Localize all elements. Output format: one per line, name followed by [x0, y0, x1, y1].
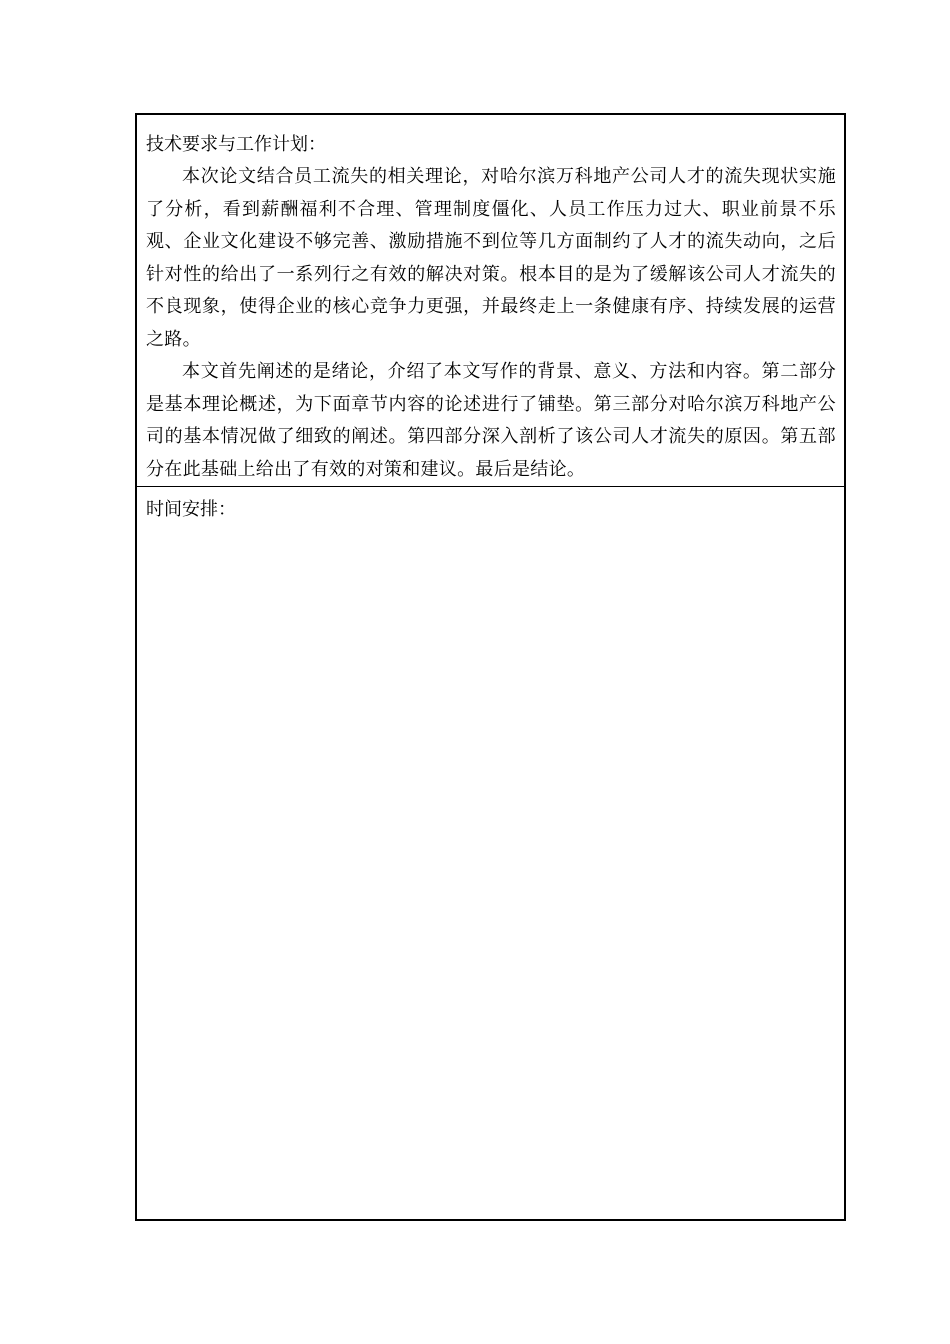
- schedule-heading: 时间安排：: [146, 499, 236, 520]
- requirements-paragraph-2: 本文首先阐述的是绪论，介绍了本文写作的背景、意义、方法和内容。第二部分是基本理论概述，为下面章节内容的论述进行了铺垫。第三部分对哈尔滨万科地产公司的基本情况做了细致的阐述。第四部分深入剖析了该公司人才流失的原因。第五部分在此基础上给出了有效的对策和建议。最后是结论。: [146, 361, 836, 480]
- requirements-section: [137, 115, 844, 487]
- form-table: [135, 113, 846, 1221]
- requirements-paragraph-1: 本次论文结合员工流失的相关理论，对哈尔滨万科地产公司人才的流失现状实施了分析，看到薪酬福利不合理、管理制度僵化、人员工作压力过大、职业前景不乐观、企业文化建设不够完善、激励措施不到位等几方面制约了人才的流失动向，之后针对性的给出了一系列行之有效的解决对策。根本目的是为了缓解该公司人才流失的不良现象，使得企业的核心竞争力更强，并最终走上一条健康有序、持续发展的运营之路。: [146, 166, 836, 350]
- requirements-heading: 技术要求与工作计划：: [146, 134, 326, 155]
- schedule-section: [137, 488, 844, 1219]
